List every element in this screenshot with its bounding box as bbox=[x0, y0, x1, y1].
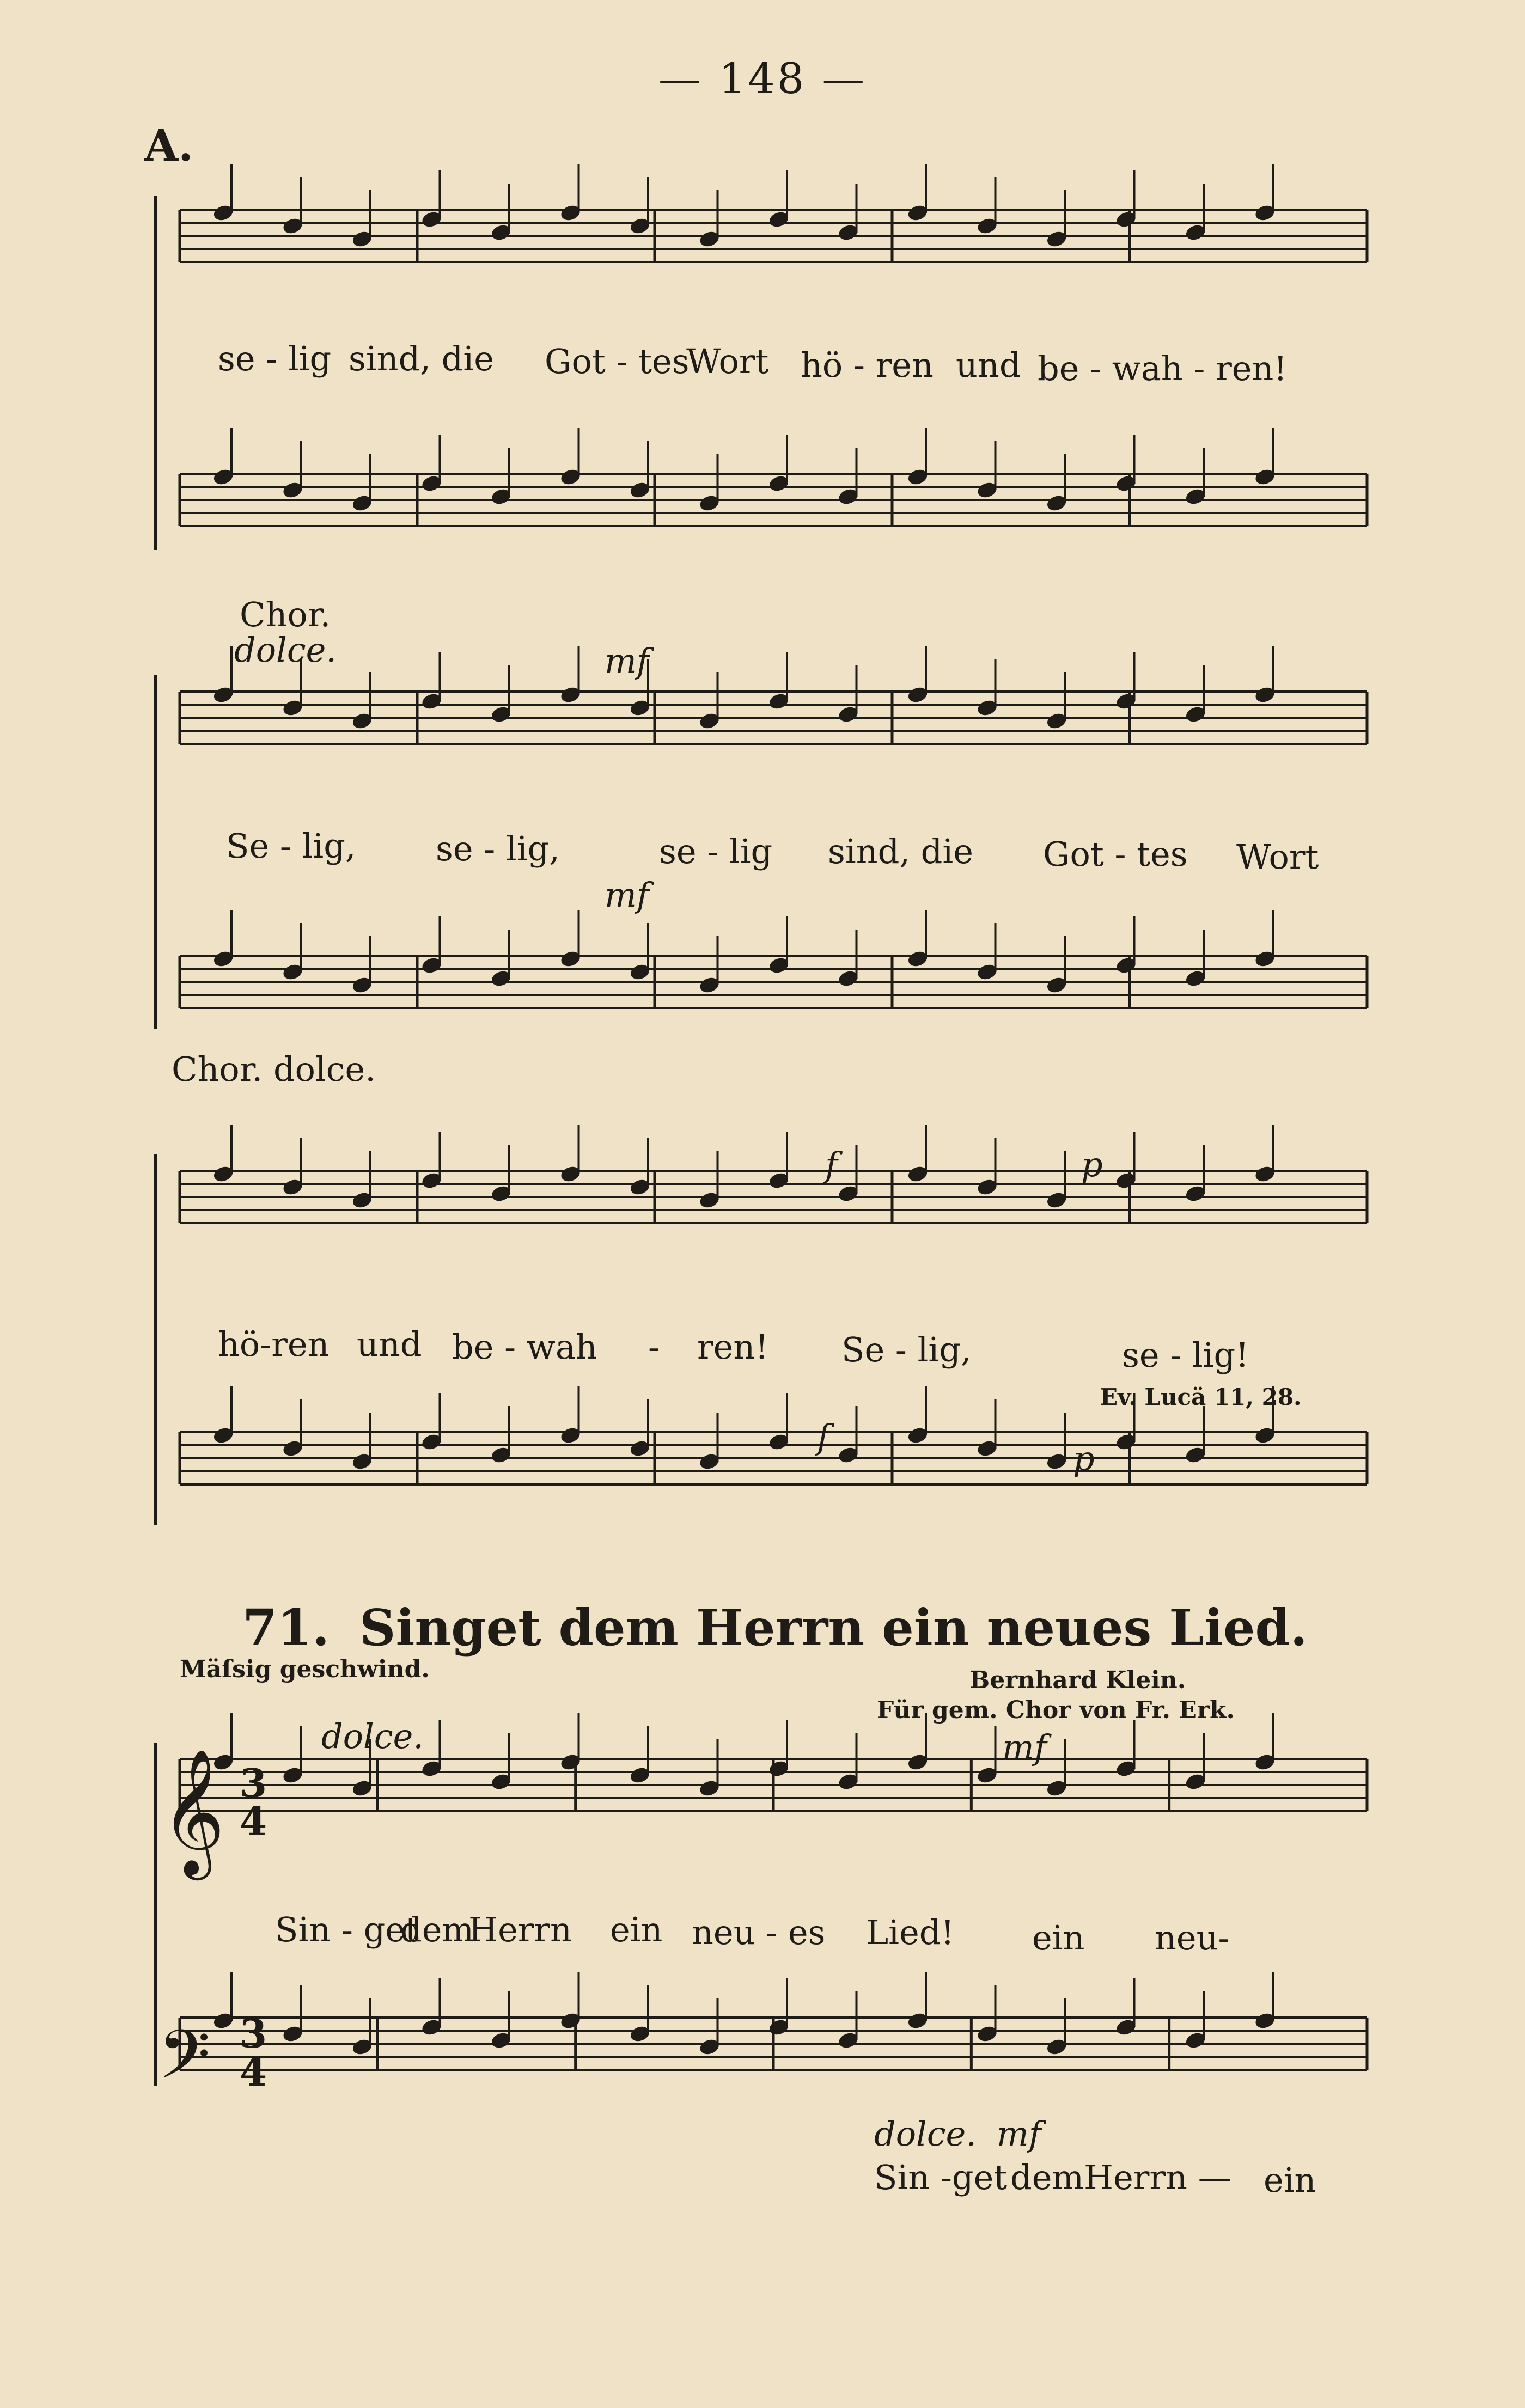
arranger: Für gem. Chor von Fr. Erk. bbox=[877, 1696, 1235, 1724]
lyric-s1-2: sind, die bbox=[349, 339, 494, 378]
lyric-s3-3: be - wah bbox=[452, 1327, 597, 1367]
bass-clef-icon: 𝄢 bbox=[158, 2016, 211, 2111]
time-signature-bottom-treble: 4 bbox=[240, 1798, 267, 1844]
lyric-song-7: ein bbox=[1032, 1918, 1085, 1958]
lyric-song-6: Lied! bbox=[866, 1912, 955, 1952]
lyric-song-lower-2: dem bbox=[1010, 2158, 1084, 2197]
lyric-s1-6: und bbox=[956, 345, 1021, 385]
dynamic-s3-p-1: p bbox=[1081, 1145, 1103, 1184]
lyric-song-lower-3: Herrn — bbox=[1084, 2158, 1232, 2197]
choir-label-1: Chor. bbox=[240, 595, 331, 634]
lyric-s1-1: se - lig bbox=[218, 339, 332, 378]
scripture-citation: Ev. Lucä 11, 28. bbox=[1100, 1384, 1302, 1410]
lyric-s2-5: Got - tes bbox=[1043, 834, 1188, 874]
composer: Bernhard Klein. bbox=[969, 1666, 1186, 1694]
lyric-s2-3: se - lig bbox=[659, 832, 773, 871]
lyric-s3-6: Se - lig, bbox=[841, 1330, 972, 1370]
lyric-song-1: Sin - get bbox=[275, 1910, 419, 1949]
lyric-s1-3: Got - tes bbox=[545, 341, 690, 381]
dynamic-song-mf-2: mf bbox=[997, 2114, 1041, 2154]
dynamic-s3-f-1: f bbox=[825, 1145, 838, 1184]
section-label: A. bbox=[144, 120, 193, 171]
lyric-song-3: Herrn bbox=[468, 1910, 572, 1949]
lyric-song-lower-1: Sin -get bbox=[874, 2158, 1008, 2197]
lyric-s2-2: se - lig, bbox=[436, 829, 560, 869]
lyric-song-5: neu - es bbox=[692, 1912, 826, 1952]
barlines bbox=[155, 196, 1367, 2086]
lyric-s3-1: hö-ren bbox=[218, 1324, 330, 1364]
dynamic-s2-mf-2: mf bbox=[605, 875, 649, 915]
lyric-song-8: neu- bbox=[1155, 1918, 1230, 1958]
lyric-s1-5: hö - ren bbox=[801, 345, 934, 385]
lyric-s1-4: Wort bbox=[686, 341, 769, 381]
lyric-s3-4: - bbox=[648, 1327, 660, 1367]
lyric-song-lower-4: ein bbox=[1264, 2160, 1316, 2200]
song-title: Singet dem Herrn ein neues Lied. bbox=[359, 1598, 1308, 1657]
time-signature-top-bass: 3 bbox=[240, 2010, 267, 2057]
lyric-s3-7: se - lig! bbox=[1122, 1335, 1249, 1375]
song-number: 71. bbox=[242, 1598, 330, 1657]
dynamic-s2-mf-1: mf bbox=[605, 641, 649, 681]
lyric-s1-7: be - wah - ren! bbox=[1038, 349, 1288, 388]
treble-clef-icon: 𝄞 bbox=[161, 1748, 225, 1875]
dynamic-s3-f-2: f bbox=[817, 1417, 829, 1457]
dynamic-song-mf-1: mf bbox=[1002, 1727, 1047, 1767]
dynamic-song-dolce-1: dolce. bbox=[321, 1716, 424, 1756]
lyric-s2-1: Se - lig, bbox=[226, 826, 356, 866]
dynamic-s1-dolce: dolce. bbox=[234, 630, 337, 670]
time-signature-bottom-bass: 4 bbox=[240, 2049, 267, 2095]
time-signature-top-treble: 3 bbox=[240, 1760, 267, 1806]
tempo-marking: Mäſsig geschwind. bbox=[180, 1655, 430, 1683]
dynamic-song-dolce-2: dolce. bbox=[874, 2114, 977, 2154]
lyric-s2-4: sind, die bbox=[828, 832, 973, 871]
choir-label-2: Chor. dolce. bbox=[172, 1049, 376, 1089]
dynamic-s3-p-2: p bbox=[1073, 1439, 1095, 1478]
lyric-s3-5: ren! bbox=[697, 1327, 769, 1367]
lyric-s2-6: Wort bbox=[1236, 837, 1319, 877]
lyric-song-4: ein bbox=[610, 1910, 663, 1949]
lyric-s3-2: und bbox=[357, 1324, 422, 1364]
lyric-song-2: dem bbox=[400, 1910, 474, 1949]
page-number: — 148 — bbox=[658, 54, 867, 103]
